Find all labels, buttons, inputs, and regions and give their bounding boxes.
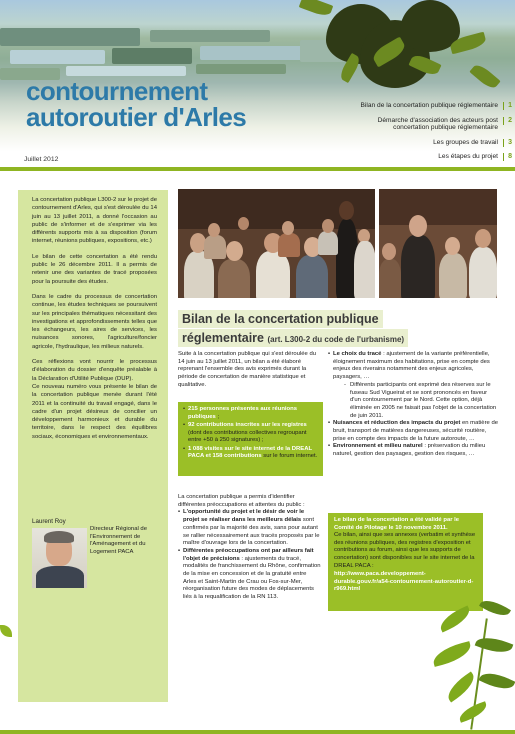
article-intro: Suite à la concertation publique qui s'est déroulée du 14 juin au 13 juillet 2011, un bilan a été élaboré reprenant l'ensemble des avis exprimés durant la période de concertation de manière statistique et qualitative. bbox=[178, 351, 317, 388]
topic-bold: Nuisances et réduction des impacts du projet bbox=[333, 420, 461, 427]
toc-item[interactable] bbox=[350, 117, 515, 132]
toc-item-label: Démarche d'association des acteurs post concertation publique réglementaire bbox=[377, 116, 498, 132]
list-item bbox=[178, 548, 321, 602]
toc-item-page: 3 bbox=[508, 138, 512, 146]
toc-divider bbox=[503, 139, 504, 147]
toc-item-page: 2 bbox=[508, 116, 512, 124]
list-item bbox=[328, 420, 498, 443]
list-item bbox=[183, 406, 318, 421]
key-figure-bold: 215 personnes présentes aux réunions publiques bbox=[188, 406, 298, 420]
article-title-line-2 bbox=[178, 329, 408, 347]
concern-text: : ajustements du tracé, modalités de franchissement du Rhône, confirmation de la mise en concession et de la gratuité entre Arles et Saint-Martin de Crau ou Fos-sur-Mer, réorganisation future des modes de déplacements liés à la requalification de la RN 113. bbox=[183, 555, 321, 601]
toc-divider bbox=[503, 153, 504, 161]
footer-divider bbox=[0, 730, 515, 734]
list-item bbox=[328, 351, 498, 382]
article-title-subtitle: (art. L300-2 du code de l'urbanisme) bbox=[267, 335, 405, 344]
editorial-paragraph: Ces réflexions vont nourrir le processus d'élaboration du dossier d'enquête préalable à la Déclaration d'Utilité Publique (DUP). bbox=[32, 359, 157, 382]
toc-item-label: Les groupes de travail bbox=[433, 138, 498, 146]
toc-item[interactable] bbox=[350, 102, 515, 110]
editorial-paragraph: Dans le cadre du processus de concertation continue, les études techniques se poursuivent sur les principales thématiques nécessitant des investigations et approfondissements telles que les échangeurs, les aires de services, les nuisances sonores, l'agriculture/foncier agricole, l'hydraulique, les milieux naturels. bbox=[32, 293, 157, 350]
key-figure-text: (dont des contributions collectives regroupant entre +50 à 250 signatures) ; bbox=[188, 429, 307, 443]
table-of-contents bbox=[350, 102, 515, 168]
editorial-paragraph: Le bilan de cette concertation a été rendu public le 26 décembre 2011. Il a permis de retenir une des variantes de tracé proposées pour la poursuite des études. bbox=[32, 253, 157, 285]
key-figure-bold: 92 contributions inscrites sur les registres bbox=[188, 422, 307, 428]
article-right-column bbox=[328, 351, 498, 459]
list-subitem: - Différents participants ont exprimé des réserves sur le fuseau Sud Vigueirat et se sont prononcés en faveur d'un contournement par le Nord. Cette option, déjà éliminée en 2005 ne faisait pas l'objet de la concertation de juin 2011. bbox=[328, 382, 498, 421]
article-title-line-1: Bilan de la concertation publique bbox=[178, 310, 383, 328]
signer-role: Directeur Régional de l'Environnement de l'Aménagement et du Logement PACA bbox=[90, 526, 147, 556]
editorial-sidebar bbox=[18, 190, 168, 702]
key-figure-bold: 1 088 visites sur le site internet de la DREAL PACA et 158 contributions bbox=[188, 445, 312, 459]
key-figure-text: ; bbox=[215, 413, 220, 420]
topic-text: : préservation du milieu naturel, gestion des paysages, gestion des risques, … bbox=[333, 443, 486, 458]
decorative-plant bbox=[418, 588, 515, 730]
issue-date: Juillet 2012 bbox=[24, 156, 59, 163]
toc-item[interactable] bbox=[350, 153, 515, 161]
toc-item-page: 1 bbox=[508, 102, 512, 109]
key-figures-box bbox=[178, 402, 323, 476]
topic-bold: Le choix du tracé bbox=[333, 351, 382, 357]
signer-name: Laurent Roy bbox=[32, 518, 66, 525]
list-item bbox=[183, 422, 318, 445]
validation-headline: Le bilan de la concertation a été validé par le Comité de Pilotage le 10 novembre 2011. bbox=[334, 517, 460, 531]
key-figure-text: sur le forum internet. bbox=[261, 453, 318, 459]
dreal-website-link[interactable]: http://www.paca.developpement-durable.gouv.fr/a54-contournement-autoroutier-d-r969.html bbox=[334, 571, 474, 593]
topic-text: : ajustement de la variante préférentielle, éloignement maximum des habitations, prise en compte des enjeux des riverains notamment des enjeux agricoles, paysagers, … bbox=[333, 351, 490, 381]
concerns-intro: La concertation publique a permis d'identifier différentes préoccupations et attentes du public : bbox=[178, 494, 305, 508]
toc-divider bbox=[503, 117, 504, 125]
toc-divider bbox=[503, 102, 504, 110]
editorial-paragraph: Ce nouveau numéro vous présente le bilan de la concertation publique menée durant l'été 2011 et la continuité du travail engagé, dans le cadre d'un projet désireux de concilier un développement harmonieux et durable du territoire, dans le respect des équilibres sociaux, économiques et environnementaux. bbox=[32, 383, 157, 440]
toc-item-page: 8 bbox=[508, 153, 512, 161]
list-item bbox=[328, 443, 498, 458]
concern-bold: L'opportunité du projet et le désir de voir le projet se réaliser dans les meilleurs délais bbox=[183, 509, 305, 524]
article-title-main: réglementaire bbox=[182, 331, 264, 345]
article-concerns bbox=[178, 494, 321, 602]
validation-text: Ce bilan, ainsi que ses annexes (verbatim et synthèse des réunions publiques, des registres d'exposition et contributions au forum, ainsi que les supports de concertation) sont disponibles sur le site internet de la DREAL PACA : bbox=[334, 532, 476, 569]
editorial-paragraph: La concertation publique L300-2 sur le projet de contournement d'Arles, qui s'est déroulée du 14 juin au 13 juillet 2011, a donné l'occasion au public de s'informer et de s'exprimer via les différents supports mis à sa disposition (forum internet, réunions publiques, expositions, etc.) bbox=[32, 197, 157, 245]
toc-item-label: Les étapes du projet bbox=[438, 153, 498, 161]
decorative-leaf bbox=[0, 625, 12, 637]
header-divider bbox=[0, 167, 515, 171]
meeting-speaker-photo bbox=[379, 189, 497, 298]
toc-item[interactable] bbox=[350, 139, 515, 147]
toc-item-label: Bilan de la concertation publique réglementaire bbox=[360, 102, 498, 109]
title-line-1: contournement bbox=[26, 76, 208, 106]
publication-title bbox=[26, 78, 246, 130]
list-item bbox=[178, 509, 321, 548]
meeting-audience-photo bbox=[178, 189, 375, 298]
signer-portrait bbox=[32, 528, 87, 588]
topic-text: en matière de bruit, transport de matières dangereuses, sécurité routière, prise en compte des impacts de la future autoroute, … bbox=[333, 420, 499, 442]
title-line-2: autoroutier d'Arles bbox=[26, 102, 247, 132]
concern-text: sont confirmés par la majorité des avis, sans pour autant se rallier nécessairement aux tracés proposés par le maître d'ouvrage lors de la concertation. bbox=[183, 517, 320, 547]
article-heading bbox=[178, 310, 443, 347]
list-item bbox=[183, 446, 318, 461]
topic-bold: Environnement et milieu naturel bbox=[333, 443, 423, 450]
concern-bold: Différentes préoccupations ont par ailleurs fait l'objet de précisions bbox=[183, 547, 314, 562]
